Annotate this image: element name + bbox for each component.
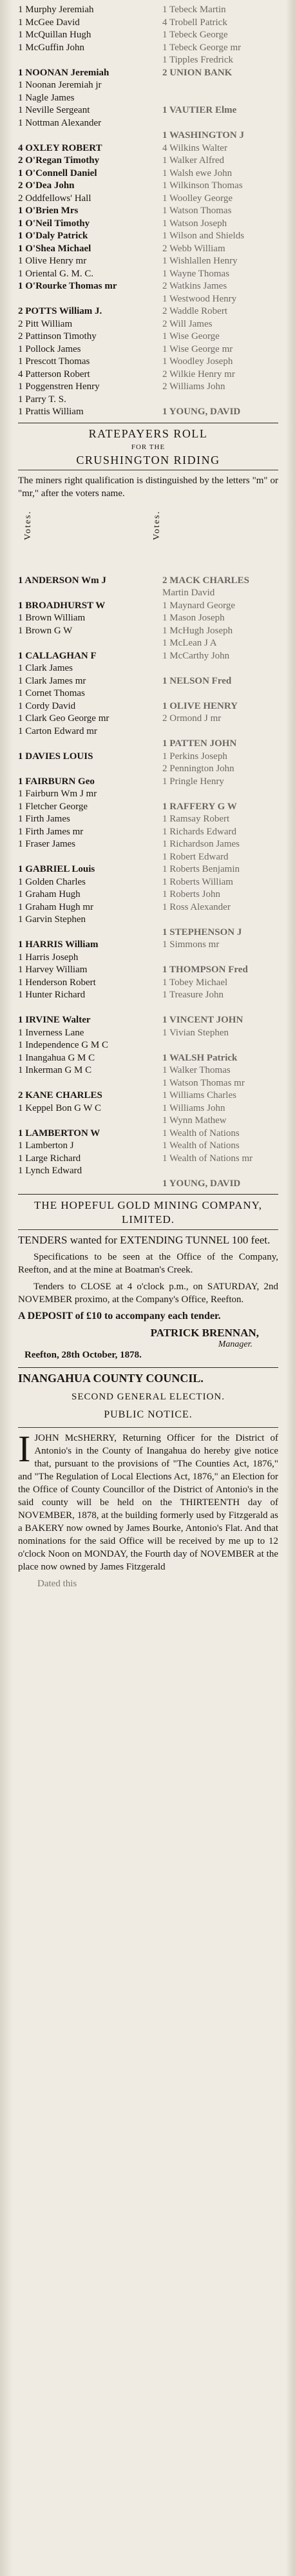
voter-row [18,1178,278,1191]
voter-entry-right: 1 Wealth of Nations mr [162,1153,253,1164]
voter-entry-left: 2 KANE CHARLES [18,1090,102,1101]
crushington-voters-list [18,575,278,1191]
voter-row [18,650,278,663]
dated-line: Dated this [37,1579,77,1589]
voter-entry-left: 1 Keppel Bon G W C [18,1102,102,1113]
divider [18,1229,278,1230]
voter-entry-left: 1 Poggenstren Henry [18,381,100,392]
voter-row [18,394,278,407]
voter-entry-left: 1 Lamberton J [18,1140,74,1151]
voter-entry-left: 1 BROADHURST W [18,600,106,611]
voter-row [18,587,278,600]
signer-title: Manager. [218,1340,252,1349]
voter-entry-right: 1 Watson Joseph [162,218,227,229]
voter-entry-left [18,738,160,751]
voter-entry-left: 1 Harris Joseph [18,952,79,963]
voter-entry-right: 1 YOUNG, DAVID [162,407,241,417]
voter-entry-right: 1 Watson Thomas mr [162,1077,245,1088]
voter-entry-left: 1 LAMBERTON W [18,1128,100,1139]
voter-entry-right [160,952,278,965]
voter-entry-left: 1 Clark James [18,663,73,673]
voter-entry-right: 1 Richards Edward [162,826,236,837]
voter-entry-left: 1 FAIRBURN Geo [18,776,95,787]
voter-entry-right: 1 Vivian Stephen [162,1027,229,1038]
voter-row [18,280,278,293]
voter-row [18,168,278,180]
voter-entry-left: 1 Fletcher George [18,801,88,812]
voter-entry-left: 1 Clark Geo George mr [18,713,109,724]
voter-entry-left: 1 Henderson Robert [18,977,96,988]
votes-header [18,504,278,575]
divider [18,1194,278,1195]
voter-entry-left: 1 Inkerman G M C [18,1065,92,1075]
voter-entry-left: 1 McGuffin John [18,42,85,53]
voter-row [18,142,278,155]
voter-entry-left: 1 McGee David [18,17,80,28]
voter-row [18,914,278,927]
voter-entry-left: 1 Brown G W [18,625,73,636]
voter-entry-left: 2 O'Regan Timothy [18,155,100,166]
voters-list-continued [18,4,278,419]
for-the-label: FOR THE [131,443,166,451]
voter-row [18,901,278,914]
voter-row [18,713,278,726]
public-notice-heading: PUBLIC NOTICE. [104,1409,193,1420]
voter-entry-right: 1 McHugh Joseph [162,625,233,636]
voter-entry-right [160,92,278,105]
voter-entry-left: 1 ANDERSON Wm J [18,575,106,586]
voter-row [18,293,278,306]
voter-entry-left: 1 Carton Edward mr [18,726,97,736]
voter-entry-left: 1 Graham Hugh [18,889,81,899]
voter-entry-left: 1 O'Neil Timothy [18,218,90,229]
voter-entry-right: 4 Wilkins Walter [162,142,227,153]
signer-name: PATRICK BRENNAN, [150,1327,259,1339]
voter-row [18,1002,278,1015]
voter-row [18,268,278,281]
voter-entry-left: 1 Olive Henry mr [18,256,87,266]
voter-entry-left [18,1178,160,1191]
voter-entry-left: 2 Pitt William [18,318,73,329]
page-edge-left [0,0,13,2576]
voter-entry-right: 1 Wynn Mathew [162,1115,227,1126]
voter-entry-left: 1 O'Daly Patrick [18,231,88,241]
voter-entry-left: 1 Oriental G. M. C. [18,268,94,279]
voter-entry-left: 1 Clark James mr [18,675,86,686]
voter-entry-right: 1 Pringle Henry [162,776,224,787]
voter-entry-right: 2 Pennington John [162,764,234,774]
voter-row [18,952,278,965]
voter-entry-right: 2 Williams John [162,381,225,392]
voter-entry-left: 1 O'Rourke Thomas mr [18,281,117,291]
voter-entry-left: 4 Patterson Robert [18,369,90,380]
voter-entry-right [160,1002,278,1015]
voter-entry-right: 2 Webb William [162,243,225,254]
voter-row [18,1027,278,1040]
voter-entry-left: 1 IRVINE Walter [18,1015,91,1025]
votes-label: Votes. [152,510,162,540]
voter-entry-right [160,662,278,675]
voter-entry-left: 2 Oddfellows' Hall [18,193,91,204]
voter-entry-left: 1 Prattis William [18,407,84,417]
voter-row [18,155,278,168]
newspaper-column [18,0,278,2576]
voter-entry-right: 1 VINCENT JOHN [162,1015,243,1025]
voter-entry-left: 1 Garvin Stephen [18,914,86,925]
voter-entry-right [160,1039,278,1052]
voter-entry-left: 1 CALLAGHAN F [18,650,97,661]
voter-row [18,838,278,851]
voter-row [18,989,278,1002]
voter-row [18,977,278,990]
voter-row [18,637,278,650]
ratepayers-roll-heading: RATEPAYERS ROLL [88,427,208,440]
voter-entry-left: 1 Independence G M C [18,1040,108,1050]
voter-entry-right: 1 Woolley George [162,193,233,204]
voter-entry-right: 1 Wilson and Shields [162,231,245,241]
voter-entry-left [18,851,160,864]
voter-entry-left [18,927,160,939]
voter-entry-left: 1 Fairburn Wm J mr [18,789,97,799]
voter-entry-right: 1 Williams John [162,1102,225,1113]
voter-entry-left: 1 Firth James mr [18,826,84,837]
voter-entry-left: 1 Inverness Lane [18,1027,84,1038]
voter-row [18,763,278,776]
voter-row [18,117,278,130]
voter-row [18,1153,278,1166]
voter-row [18,662,278,675]
voter-row [18,205,278,218]
voter-entry-left: 1 Hunter Richard [18,990,86,1000]
voter-entry-left: 1 McQuillan Hugh [18,30,91,40]
voter-row [18,788,278,801]
voter-row [18,738,278,751]
voter-entry-right: 2 Ormond J mr [162,713,222,724]
voter-entry-right: 1 Simmons mr [162,939,220,950]
voter-entry-right: 1 Watson Thomas [162,206,232,216]
voter-entry-right: 1 Walsh ewe John [162,168,233,178]
voter-row [18,675,278,688]
voter-entry-right: 1 Richardson James [162,839,240,849]
voter-row [18,17,278,30]
voter-row [18,67,278,80]
voter-row [18,243,278,256]
voter-entry-left [18,54,160,67]
voter-entry-left [18,130,160,142]
notice-text: JOHN McSHERRY, Returning Officer for the District of Antonio's in the County of Inangahua do hereby give notice that, pursuant to the provisions of "The Counties Act, 1876," and "The Regulation of Local Elections Act, 1876," an Election for the Office of County Councillor of the District of Antonio's in the said county will be held on the THIRTEENTH day of NOVEMBER, 1878, at the building formerly used by Fitzgerald as a BAKERY now owned by James Bourke, Antonio's Flat. And that nominations for the said Office will be received by me up to 12 o'clock Noon on MONDAY, the Fourth day of NOVEMBER at the place now owned by James Fitzgerald [18,1433,278,1572]
voter-row [18,939,278,952]
voter-entry-left: 1 Cornet Thomas [18,688,85,698]
voter-entry-left [18,587,160,600]
voter-entry-right [160,687,278,700]
voter-row [18,863,278,876]
voter-row [18,889,278,901]
voter-row [18,92,278,105]
voter-entry-left: 1 Parry T. S. [18,394,66,405]
voter-entry-left [18,293,160,306]
voter-entry-left: 1 O'Shea Michael [18,243,91,254]
voter-entry-right: 1 Woodley Joseph [162,356,233,367]
voter-entry-right [160,117,278,130]
voter-entry-right [160,726,278,738]
voter-row [18,1165,278,1178]
voter-entry-left [18,637,160,650]
voter-row [18,751,278,764]
voter-row [18,381,278,394]
voter-entry-right: 1 Westwood Henry [162,293,237,304]
voter-row [18,726,278,738]
voter-entry-left: 1 GABRIEL Louis [18,864,95,874]
tender-title: TENDERS wanted for EXTENDING TUNNEL 100 feet. [18,1234,271,1246]
voter-row [18,193,278,206]
voter-entry-right: 1 Tebeck Martin [162,5,226,15]
voter-entry-right: 1 Walker Thomas [162,1065,231,1075]
voter-row [18,356,278,369]
tender-specs: Specifications to be seen at the Office of the Company, Reefton, and at the mine at Boatman's Creek. [18,1252,278,1275]
voter-entry-right: 2 Waddle Robert [162,306,227,316]
voter-row [18,1039,278,1052]
voter-row [18,851,278,864]
voter-row [18,600,278,613]
voter-row [18,1052,278,1065]
voter-entry-left: 1 O'Brien Mrs [18,206,79,216]
voter-entry-right: 1 McCarthy John [162,650,230,661]
voter-row [18,1128,278,1140]
voter-entry-right: 1 YOUNG, DAVID [162,1178,241,1189]
voter-entry-right: 1 McLean J A [162,638,217,648]
voter-entry-left: 1 Harvey William [18,965,88,975]
voter-row [18,54,278,67]
voter-entry-right: 1 STEPHENSON J [162,927,242,937]
voter-entry-left: 2 POTTS William J. [18,306,102,316]
voter-entry-left: 1 Inangahua G M C [18,1052,95,1063]
voter-row [18,218,278,231]
voter-row [18,700,278,713]
voter-row [18,1064,278,1077]
voter-row [18,130,278,142]
voter-entry-right: 1 Wealth of Nations [162,1128,240,1139]
voter-entry-right [160,1165,278,1178]
voter-row [18,826,278,839]
voter-entry-left: 1 DAVIES LOUIS [18,751,93,762]
voter-entry-right [160,914,278,927]
voter-entry-right [160,79,278,92]
voter-entry-right: 1 NELSON Fred [162,675,232,686]
voter-entry-left: 2 O'Dea John [18,180,75,191]
voter-entry-right: 1 VAUTIER Elme [162,105,237,115]
intro-text: The miners right qualification is distinguished by the letters "m" or "mr," after the voters name. [18,475,278,499]
voter-entry-right: 1 Ross Alexander [162,901,231,912]
voter-entry-left: 1 O'Connell Daniel [18,168,97,178]
voter-entry-right: 1 Roberts Benjamin [162,864,240,874]
votes-label: Votes. [23,510,33,540]
voter-row [18,876,278,889]
voter-entry-right: 2 UNION BANK [162,67,233,78]
voter-row [18,343,278,356]
voter-row [18,612,278,625]
voter-entry-left: 1 Murphy Jeremiah [18,5,94,15]
voter-entry-right: 2 Will James [162,318,213,329]
voter-row [18,1077,278,1090]
voter-entry-right: 1 Tebeck George [162,30,228,40]
company-name: THE HOPEFUL GOLD MINING COMPANY, LIMITED. [34,1199,262,1226]
voter-row [18,964,278,977]
voter-entry-right: 1 PATTEN JOHN [162,738,237,749]
voter-entry-right: 1 Wise George [162,331,220,341]
voter-entry-right: 2 Watkins James [162,281,227,291]
voter-row [18,42,278,55]
voter-row [18,687,278,700]
voter-entry-left: 1 Golden Charles [18,876,86,887]
divider [18,1427,278,1428]
voter-row [18,305,278,318]
voter-entry-left: 1 Nottman Alexander [18,117,102,128]
voter-row [18,813,278,826]
voter-row [18,4,278,17]
voter-entry-right: 1 Tebeck George mr [162,42,242,53]
voter-entry-left: 1 Brown William [18,613,86,623]
voter-entry-right: 1 Roberts William [162,876,233,887]
voter-row [18,927,278,939]
voter-entry-right: 1 WASHINGTON J [162,130,244,140]
voter-entry-left [18,1002,160,1015]
voter-entry-right: 1 Wise George mr [162,343,233,354]
voter-entry-left: 2 Pattinson Timothy [18,331,97,341]
voter-entry-right [160,788,278,801]
voter-entry-left: 1 Pollock James [18,343,81,354]
notice-body [18,1428,278,1573]
voter-row [18,230,278,243]
voter-row [18,1014,278,1027]
voter-row [18,79,278,92]
voter-row [18,331,278,343]
voter-entry-right: Martin David [162,588,215,598]
voter-entry-right: 1 Robert Edward [162,851,229,862]
voter-entry-left: 1 Cordy David [18,700,76,711]
voter-entry-left [18,1115,160,1128]
voter-entry-right: 1 Wishlallen Henry [162,256,238,266]
voter-entry-left: 1 HARRIS William [18,939,99,950]
voter-row [18,104,278,117]
voter-entry-right: 1 Williams Charles [162,1090,236,1101]
voter-entry-right: 1 WALSH Patrick [162,1052,238,1063]
voter-entry-left [18,1077,160,1090]
voter-entry-left: 1 NOONAN Jeremiah [18,67,109,78]
voter-row [18,1102,278,1115]
deposit-notice: A DEPOSIT of £10 to accompany each tender. [18,1311,221,1322]
voter-entry-right: 2 Wilkie Henry mr [162,369,235,380]
voter-entry-left: 1 Lynch Edward [18,1166,82,1176]
voter-entry-left: 1 Neville Sergeant [18,105,90,115]
voter-entry-left: 1 Graham Hugh mr [18,901,94,912]
voter-row [18,369,278,381]
voter-entry-right: 1 Perkins Joseph [162,751,227,762]
voter-row [18,625,278,638]
voter-entry-right: 1 Wayne Thomas [162,268,230,279]
voter-entry-right: 1 RAFFERY G W [162,801,237,812]
voter-entry-right [160,394,278,407]
voter-entry-right: 1 Tobey Michael [162,977,228,988]
voter-entry-left: 1 Firth James [18,814,70,824]
voter-entry-right: 4 Trobell Patrick [162,17,227,28]
voter-row [18,180,278,193]
voter-row [18,776,278,789]
voter-entry-right: 1 THOMPSON Fred [162,965,248,975]
voter-entry-right: 1 Treasure John [162,990,224,1000]
voter-entry-right: 1 Tipples Fredrick [162,55,234,65]
voter-entry-left: 1 Fraser James [18,839,76,849]
voter-row [18,575,278,588]
voter-entry-right: 1 Wilkinson Thomas [162,180,243,191]
voter-row [18,1140,278,1153]
voter-entry-left: 4 OXLEY ROBERT [18,142,102,153]
page-edge-right [286,0,295,2576]
voter-entry-right: 1 Walker Alfred [162,155,224,166]
voter-entry-right: 1 Mason Joseph [162,613,225,623]
voter-entry-left [18,763,160,776]
advert-date: Reefton, 28th October, 1878. [24,1350,142,1360]
voter-row [18,1090,278,1102]
voter-entry-left: 1 Large Richard [18,1153,81,1164]
voter-entry-right: 1 Roberts John [162,889,220,899]
voter-entry-right: 1 Maynard George [162,600,236,611]
election-heading: SECOND GENERAL ELECTION. [71,1392,225,1402]
voter-entry-right: 2 MACK CHARLES [162,575,250,586]
voter-row [18,1115,278,1128]
voter-entry-left: 1 Noonan Jeremiah jr [18,80,102,90]
voter-row [18,255,278,268]
voter-row [18,406,278,419]
voter-entry-right: 1 Ramsay Robert [162,814,230,824]
voter-row [18,29,278,42]
dropcap-letter: I [18,1428,31,1470]
divider [18,1367,278,1368]
council-title: INANGAHUA COUNTY COUNCIL. [18,1372,204,1385]
voter-row [18,801,278,814]
voter-entry-right: 1 Wealth of Nations [162,1140,240,1151]
riding-heading: CRUSHINGTON RIDING [76,453,220,466]
voter-entry-left: 1 Prescott Thomas [18,356,90,367]
voter-entry-left: 1 Nagle James [18,92,75,103]
tender-closing: Tenders to CLOSE at 4 o'clock p.m., on SATURDAY, 2nd NOVEMBER proximo, at the Company's Office, Reefton. [18,1282,278,1305]
voter-row [18,318,278,331]
voter-entry-right: 1 OLIVE HENRY [162,700,238,711]
